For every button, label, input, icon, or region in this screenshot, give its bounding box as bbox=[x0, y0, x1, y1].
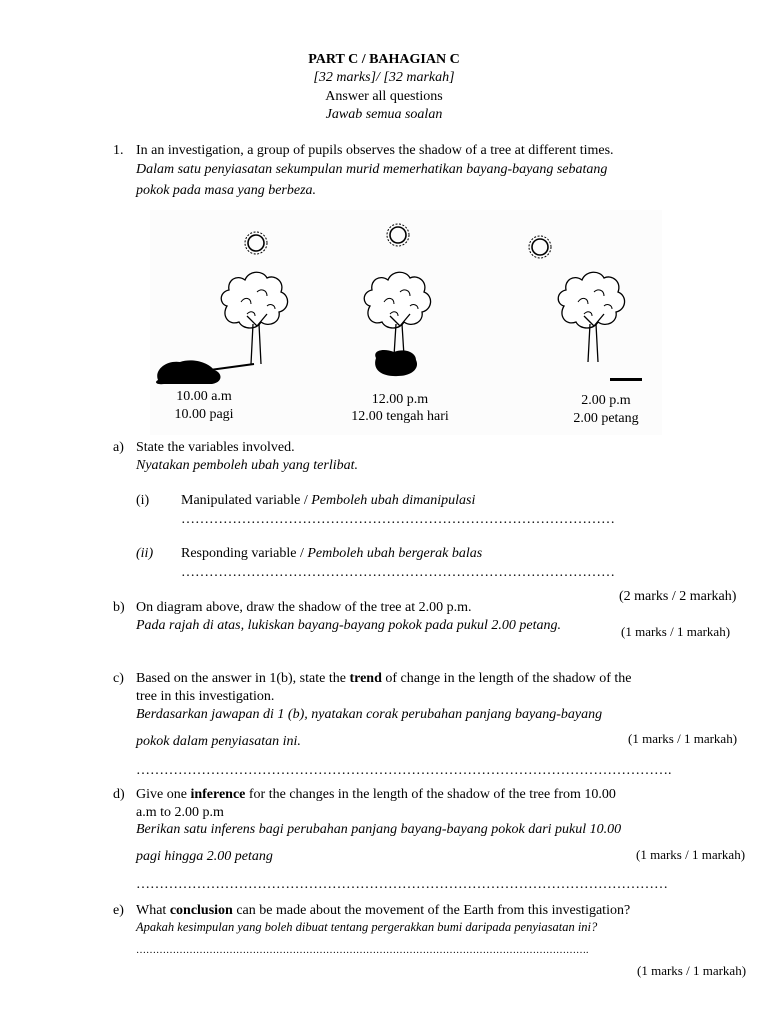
part-a-text-ms: Nyatakan pemboleh ubah yang terlibat. bbox=[136, 458, 359, 473]
time-label-2-ms: 12.00 tengah hari bbox=[351, 409, 449, 424]
instruction-ms: Jawab semua soalan bbox=[325, 107, 443, 122]
part-b-label: b) bbox=[113, 600, 125, 615]
part-c-marks: (1 marks / 1 markah) bbox=[628, 731, 738, 746]
part-d-text-ms-1: Berikan satu inferens bagi perubahan panjang bayang-bayang pokok dari pukul 10.00 bbox=[136, 822, 622, 837]
part-a-ii-label: (ii) bbox=[136, 546, 154, 561]
part-e-answer-line[interactable]: ………………………………………………………………………………………………………………………. bbox=[136, 945, 589, 956]
time-label-1-ms: 10.00 pagi bbox=[174, 407, 234, 422]
total-marks: [32 marks]/ [32 markah] bbox=[313, 70, 455, 85]
time-label-3-ms: 2.00 petang bbox=[573, 411, 639, 426]
part-d-text-en: Give one inference for the changes in the length of the shadow of the tree from 10.00 bbox=[136, 787, 616, 802]
part-c-text-en: Based on the answer in 1(b), state the trend of change in the length of the shadow of the bbox=[136, 671, 632, 686]
part-c-label: c) bbox=[113, 671, 124, 686]
responding-variable-answer-line[interactable]: ………………………………………………………………………………… bbox=[181, 565, 615, 580]
part-d-label: d) bbox=[113, 787, 125, 802]
part-c-text-en-2: tree in this investigation. bbox=[136, 689, 275, 704]
part-d-text-ms-2: pagi hingga 2.00 petang bbox=[136, 849, 273, 864]
part-c-text-ms-2: pokok dalam penyiasatan ini. bbox=[136, 734, 301, 749]
part-d-text-en-2: a.m to 2.00 p.m bbox=[136, 805, 224, 820]
question-stem-ms-2: pokok pada masa yang berbeza. bbox=[136, 183, 317, 198]
manipulated-variable-label: Manipulated variable / Pemboleh ubah dimanipulasi bbox=[181, 493, 476, 508]
part-d-marks: (1 marks / 1 markah) bbox=[636, 847, 746, 862]
part-d-answer-line[interactable]: …………………………………………………………………………………………………… bbox=[136, 877, 668, 892]
part-a-marks: (2 marks / 2 markah) bbox=[619, 589, 737, 604]
part-a-text-en: State the variables involved. bbox=[136, 440, 295, 455]
part-a-i-label: (i) bbox=[136, 493, 150, 508]
part-e-text-ms: Apakah kesimpulan yang boleh dibuat tentang pergerakkan bumi daripada penyiasatan ini? bbox=[136, 920, 598, 934]
manipulated-variable-answer-line[interactable]: ………………………………………………………………………………… bbox=[181, 512, 615, 527]
part-e-marks: (1 marks / 1 markah) bbox=[637, 963, 747, 978]
question-number: 1. bbox=[113, 143, 124, 158]
time-label-1-en: 10.00 a.m bbox=[176, 389, 232, 404]
question-stem-en: In an investigation, a group of pupils observes the shadow of a tree at different times. bbox=[136, 143, 614, 158]
responding-variable-label: Responding variable / Pemboleh ubah bergerak balas bbox=[181, 546, 483, 561]
part-a-label: a) bbox=[113, 440, 124, 455]
time-label-2-en: 12.00 p.m bbox=[371, 392, 429, 407]
part-b-text-ms: Pada rajah di atas, lukiskan bayang-bayang pokok pada pukul 2.00 petang. bbox=[136, 618, 561, 633]
part-c-text-ms-1: Berdasarkan jawapan di 1 (b), nyatakan corak perubahan panjang bayang-bayang bbox=[136, 707, 603, 722]
part-b-text-en: On diagram above, draw the shadow of the tree at 2.00 p.m. bbox=[136, 600, 472, 615]
part-e-label: e) bbox=[113, 903, 124, 918]
part-e-text-en: What conclusion can be made about the movement of the Earth from this investigation? bbox=[136, 903, 631, 918]
part-title: PART C / BAHAGIAN C bbox=[308, 52, 460, 67]
part-b-marks: (1 marks / 1 markah) bbox=[621, 624, 731, 639]
shadow-diagram bbox=[150, 210, 662, 435]
instruction-en: Answer all questions bbox=[325, 89, 443, 104]
part-c-answer-line[interactable]: ……………………………………………………………………………………………………. bbox=[136, 763, 672, 778]
question-stem-ms-1: Dalam satu penyiasatan sekumpulan murid memerhatikan bayang-bayang sebatang bbox=[136, 162, 608, 177]
time-label-3-en: 2.00 p.m bbox=[581, 393, 631, 408]
